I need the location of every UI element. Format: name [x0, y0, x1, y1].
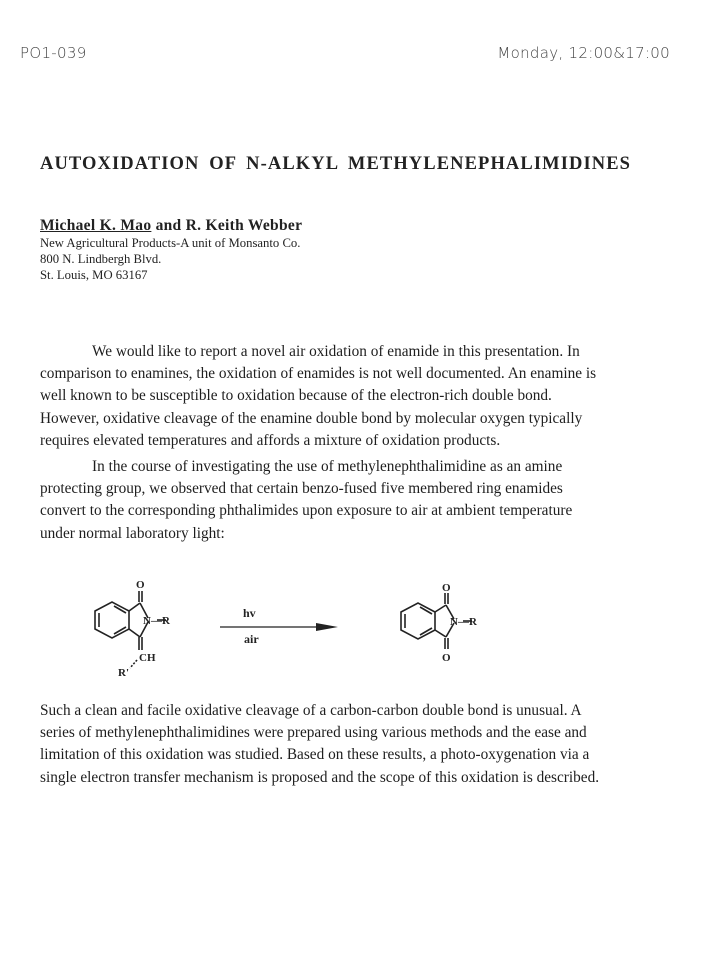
session-schedule: Monday, 12:00&17:00: [497, 44, 670, 62]
affiliation-line: 800 N. Lindbergh Blvd.: [40, 252, 162, 266]
author-first: Michael K. Mao: [40, 217, 152, 234]
authors: [40, 217, 302, 235]
reactant-rprime-label: R': [118, 667, 129, 679]
text-line: However, oxidative cleavage of the enamine double bond by molecular oxygen typically: [40, 409, 583, 427]
text-line: single electron transfer mechanism is proposed and the scope of this oxidation is described.: [40, 768, 600, 786]
paragraph-introduction: [40, 341, 670, 452]
text-line: comparison to enamines, the oxidation of enamides is not well documented. An enamine is: [40, 365, 597, 383]
condition-air-label: air: [244, 632, 259, 646]
paragraph-observation: [40, 456, 670, 545]
text-line: well known to be susceptible to oxidation because of the electron-rich double bond.: [40, 387, 552, 405]
affiliation-line: New Agricultural Products-A unit of Monsanto Co.: [40, 236, 301, 250]
text-line: In the course of investigating the use of methylenephthalimidine as an amine: [92, 458, 563, 475]
reaction-arrow: [220, 623, 338, 631]
affiliation-line: St. Louis, MO 63167: [40, 268, 148, 282]
author-connector: and: [155, 217, 182, 234]
benzene-ring: [401, 603, 435, 639]
reactant-ch-label: CH: [139, 652, 156, 664]
author-second: R. Keith Webber: [185, 217, 303, 234]
product-bottom-oxygen-label: O: [442, 652, 451, 664]
text-line: We would like to report a novel air oxidation of enamide in this presentation. In: [92, 343, 580, 360]
reaction-scheme: [0, 570, 704, 690]
text-line: series of methylenephthalimidines were prepared using various methods and the ease and: [40, 724, 587, 742]
text-line: protecting group, we observed that certain benzo-fused five membered ring enamides: [40, 480, 563, 498]
text-line: convert to the corresponding phthalimides upon exposure to air at ambient temperature: [40, 502, 573, 520]
product-nr-label: N—R: [450, 616, 477, 628]
paragraph-conclusion: [40, 700, 670, 789]
text-line: limitation of this oxidation was studied. Based on these results, a photo-oxygenation via a: [40, 746, 590, 764]
text-line: Such a clean and facile oxidative cleavage of a carbon-carbon double bond is unusual. A: [40, 702, 582, 719]
abstract-code: PO1-039: [20, 44, 87, 62]
reactant-nr-label: N—R: [143, 615, 170, 627]
text-line: requires elevated temperatures and affords a mixture of oxidation products.: [40, 431, 501, 449]
document-title: AUTOXIDATION OF N-ALKYL METHYLENEPHALIMIDINES: [40, 154, 632, 174]
condition-light-label: hv: [243, 606, 256, 620]
benzene-ring: [95, 602, 129, 638]
product-top-oxygen-label: O: [442, 582, 451, 594]
reactant-oxygen-label: O: [136, 579, 145, 591]
text-line: under normal laboratory light:: [40, 524, 225, 542]
